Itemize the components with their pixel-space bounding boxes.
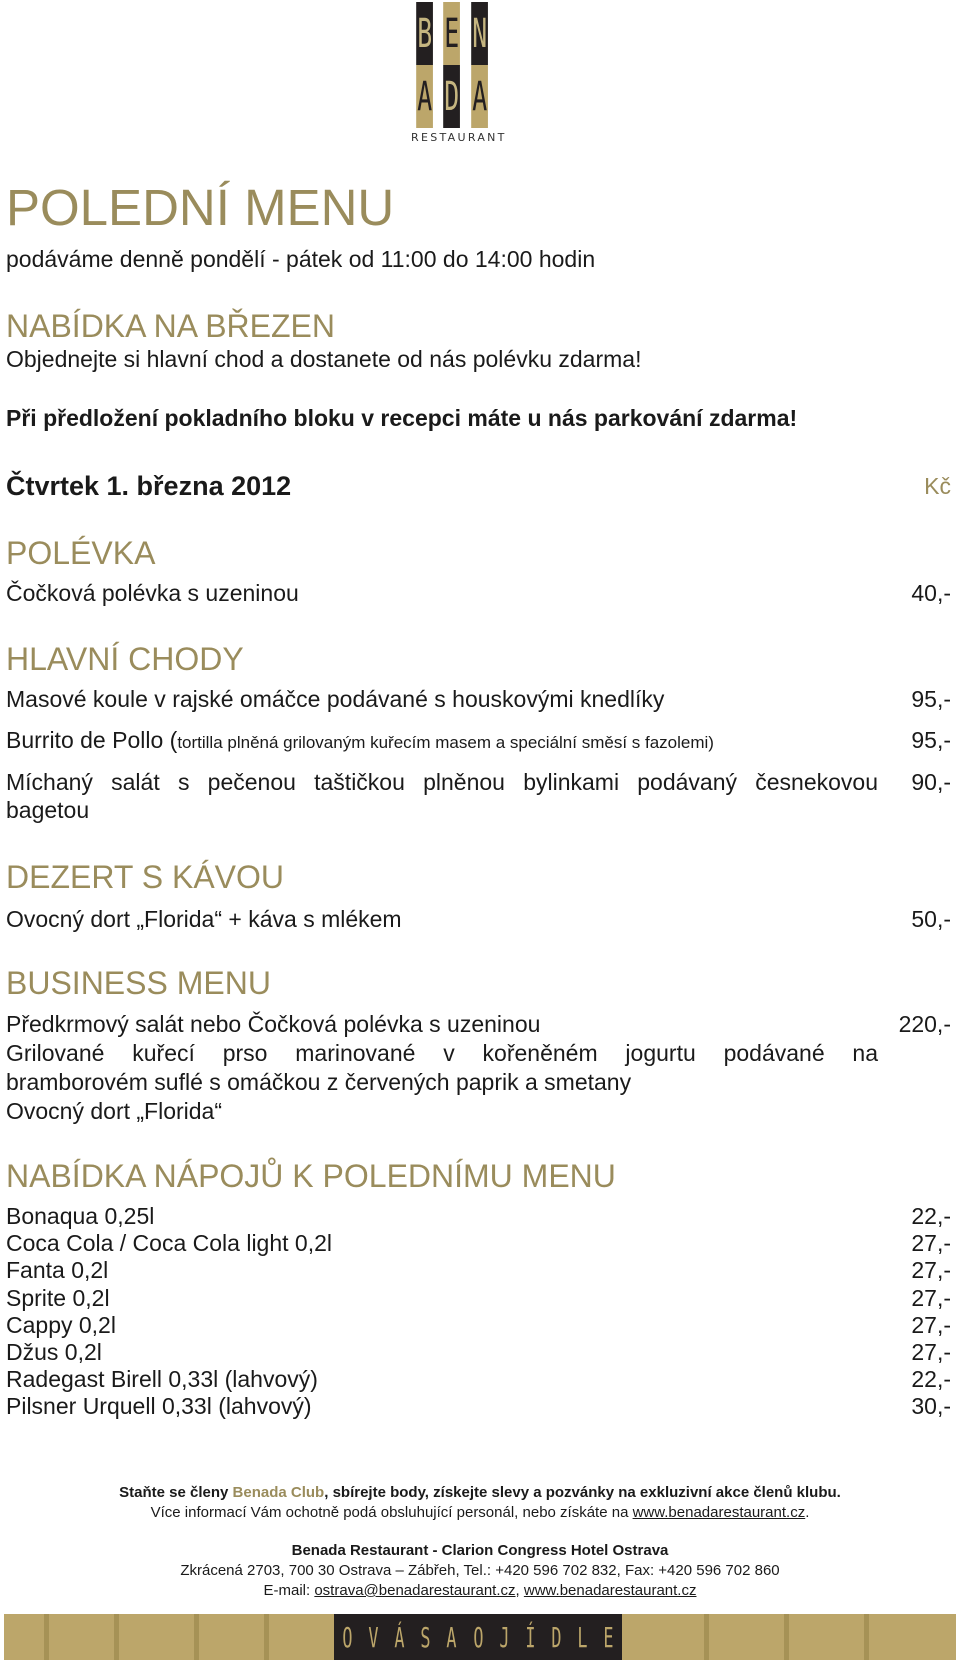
banner-letter: S: [420, 1620, 431, 1654]
business-line: Ovocný dort „Florida“: [6, 1098, 223, 1124]
club-text: , sbírejte body, získejte slevy a pozvánky na exkluzivní akce členů klubu.: [324, 1484, 841, 1501]
drink-item-price: 27,-: [911, 1339, 951, 1365]
business-heading: BUSINESS MENU: [6, 965, 271, 1001]
banner-letter: O: [342, 1620, 353, 1654]
banner-letter: J: [499, 1620, 510, 1654]
banner-letter: L: [577, 1620, 588, 1654]
hotel-name: Benada Restaurant - Clarion Congress Hotel Ostrava: [291, 1542, 669, 1559]
bottom-banner: [4, 1614, 956, 1660]
drink-item-price: 27,-: [911, 1284, 951, 1311]
website-link[interactable]: www.benadarestaurant.cz: [523, 1582, 697, 1599]
club-text: Staňte se členy: [119, 1484, 233, 1501]
menu-item-name: Čočková polévka s uzeninou: [6, 580, 299, 606]
info-text: .: [805, 1504, 810, 1521]
menu-date: Čtvrtek 1. března 2012: [6, 471, 292, 501]
club-name: Benada Club: [232, 1484, 325, 1501]
business-line: Grilované kuřecí prso marinované v kořeněném jogurtu podávané na: [6, 1040, 878, 1066]
logo-letter: E: [444, 2, 461, 65]
drink-item-price: 27,-: [911, 1311, 951, 1338]
drink-item-name: Džus 0,2l: [6, 1339, 102, 1365]
banner-letter: E: [603, 1620, 614, 1654]
serving-hours: podáváme denně pondělí - pátek od 11:00 do 14:00 hodin: [6, 246, 596, 272]
banner-letter: A: [446, 1620, 457, 1654]
contact-line: [0, 1581, 960, 1601]
logo-letter: A: [416, 65, 433, 128]
menu-item-price: 90,-: [911, 769, 951, 795]
dessert-heading: DEZERT S KÁVOU: [6, 859, 284, 895]
logo-letter: A: [471, 65, 488, 128]
drink-item-price: 27,-: [911, 1257, 951, 1284]
logo-subtitle: RESTAURANT: [411, 131, 507, 144]
menu-item-price: 40,-: [911, 580, 951, 606]
email-link[interactable]: ostrava@benadarestaurant.cz: [314, 1582, 516, 1599]
drink-item-name: Pilsner Urquell 0,33l (lahvový): [6, 1393, 312, 1420]
drink-item-name: Fanta 0,2l: [6, 1257, 109, 1284]
menu-item-name: Masové koule v rajské omáčce podávané s houskovými knedlíky: [6, 686, 665, 712]
business-price: 220,-: [898, 1011, 951, 1037]
drink-item-name: Coca Cola / Coca Cola light 0,2l: [6, 1230, 332, 1257]
club-promo: [0, 1483, 960, 1503]
menu-item-detail: tortilla plněná grilovaným kuřecím masem a speciální směsí s fazolemi): [177, 733, 714, 752]
offer-heading: NABÍDKA NA BŘEZEN: [6, 308, 335, 344]
logo-letter: B: [416, 2, 433, 65]
logo-letter: D: [444, 65, 461, 128]
email-label: E-mail:: [263, 1582, 315, 1599]
drink-item-name: Sprite 0,2l: [6, 1284, 110, 1311]
menu-item-name-continued: bagetou: [6, 797, 90, 823]
menu-item-name: Burrito de Pollo (: [6, 727, 178, 753]
drink-item-name: Bonaqua 0,25l: [6, 1203, 155, 1229]
menu-item-name: Ovocný dort „Florida“ + káva s mlékem: [6, 906, 402, 932]
website-link[interactable]: www.benadarestaurant.cz: [632, 1504, 806, 1521]
banner-letter: V: [368, 1620, 379, 1654]
drink-item-name: Cappy 0,2l: [6, 1311, 116, 1338]
menu-item-name: Míchaný salát s pečenou taštičkou plněnou bylinkami podávaný česnekovou: [6, 769, 878, 795]
drink-item-price: 22,-: [911, 1366, 951, 1393]
logo-grid: [411, 2, 493, 128]
menu-item-price: 95,-: [911, 727, 951, 753]
drink-item-name: Radegast Birell 0,33l (lahvový): [6, 1366, 318, 1393]
info-text: Více informací Vám ochotně podá obsluhující personál, nebo získáte na: [150, 1504, 633, 1521]
soup-heading: POLÉVKA: [6, 535, 156, 571]
menu-item-price: 50,-: [911, 906, 951, 932]
menu-item-price: 95,-: [911, 686, 951, 712]
business-line: bramborovém suflé s omáčkou z červených paprik a smetany: [6, 1069, 632, 1095]
currency-label: Kč: [924, 473, 951, 499]
page-title: POLEDNÍ MENU: [6, 179, 395, 236]
restaurant-logo: [411, 2, 507, 145]
hotel-address: Zkrácená 2703, 700 30 Ostrava – Zábřeh, Tel.: +420 596 702 832, Fax: +420 596 702 860: [180, 1562, 780, 1579]
banner-slogan: [334, 1614, 622, 1660]
drink-item-price: 27,-: [911, 1230, 951, 1257]
info-line: [0, 1503, 960, 1523]
drink-item-price: 30,-: [911, 1393, 951, 1420]
banner-letter: O: [472, 1620, 484, 1654]
drink-item-price: 22,-: [911, 1203, 951, 1229]
banner-letter: D: [551, 1620, 562, 1654]
banner-letter: Í: [525, 1620, 536, 1654]
mains-heading: HLAVNÍ CHODY: [6, 641, 244, 677]
offer-line-parking: Při předložení pokladního bloku v recepci máte u nás parkování zdarma!: [6, 405, 798, 431]
banner-letter: Á: [394, 1620, 405, 1654]
logo-letter: N: [471, 2, 488, 65]
menu-item-row: [6, 727, 714, 755]
business-line: Předkrmový salát nebo Čočková polévka s uzeninou: [6, 1011, 541, 1037]
drinks-heading: NABÍDKA NÁPOJŮ K POLEDNÍMU MENU: [6, 1158, 616, 1194]
offer-line: Objednejte si hlavní chod a dostanete od nás polévku zdarma!: [6, 346, 642, 372]
separator: ,: [515, 1582, 524, 1599]
